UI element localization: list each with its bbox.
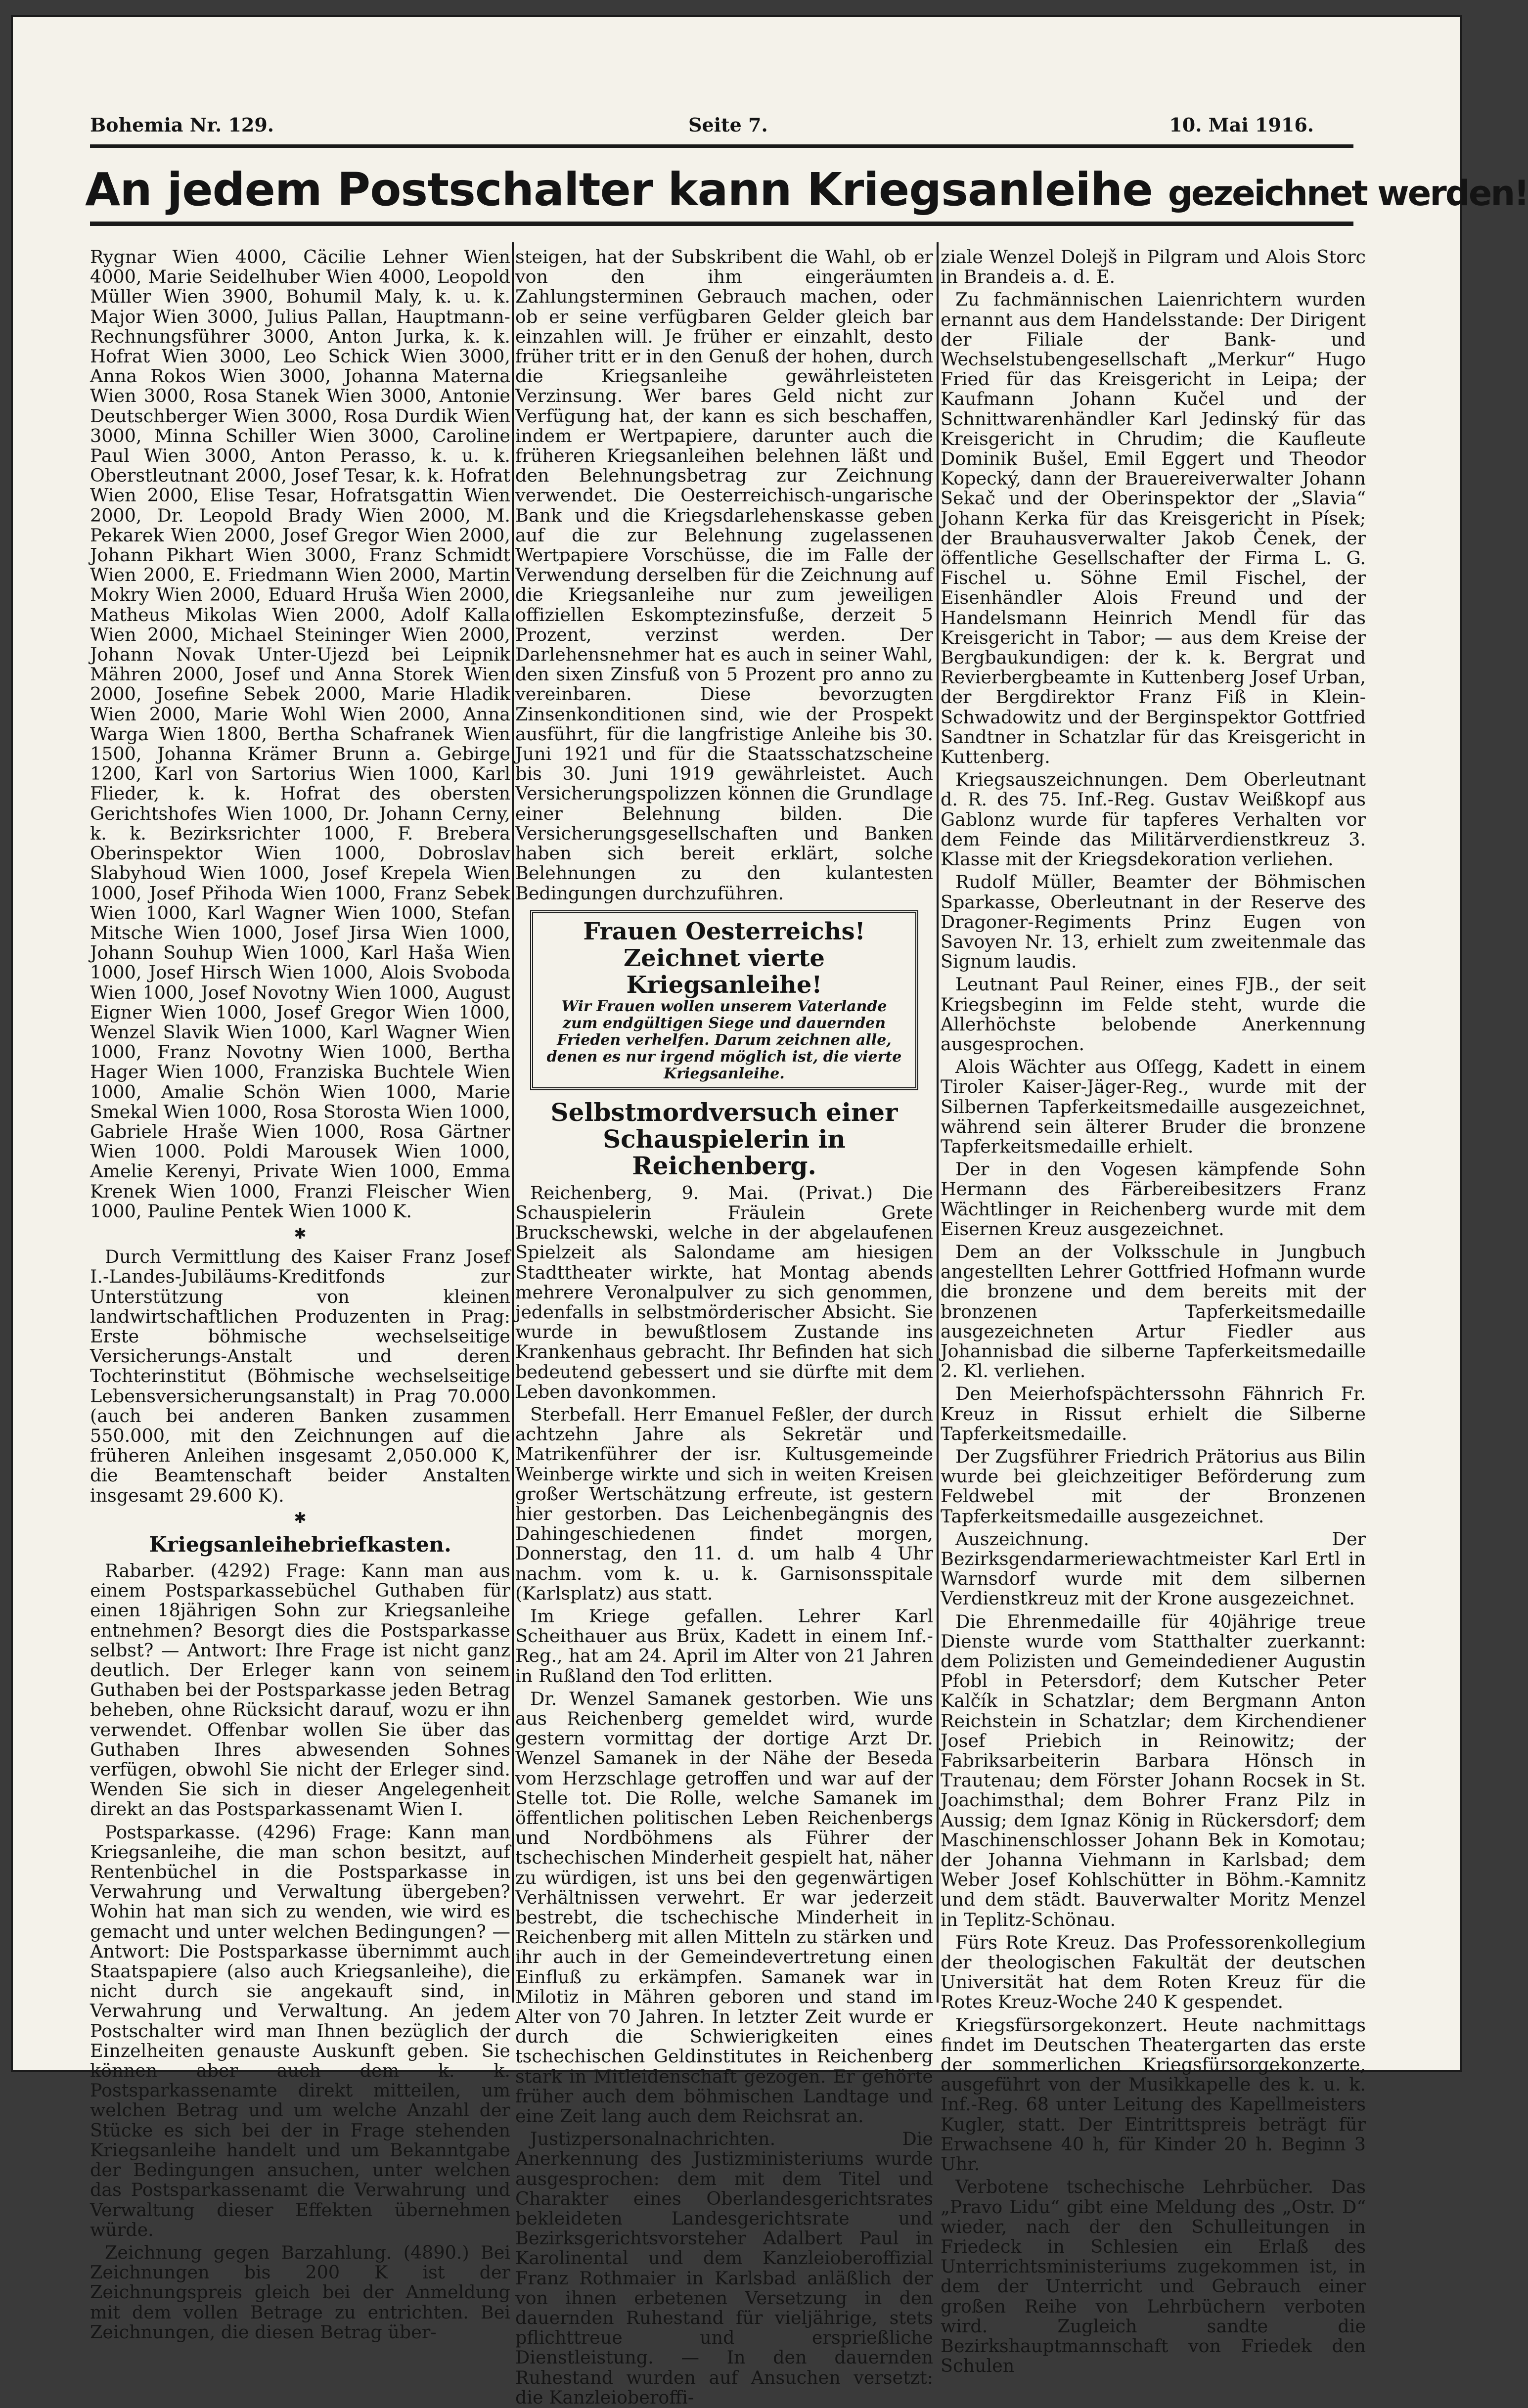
appeal-title: Frauen Oesterreichs! xyxy=(583,917,865,945)
article-paragraph: Rudolf Müller, Beamter der Böhmischen Sparkasse, Oberleutnant in der Reserve des Dragoner-Regiments Prinz Eugen von Savoyen Nr. 13, erhielt zum zweitenmale das Signum laudis. xyxy=(941,871,1366,973)
article-paragraph: Den Meierhofspächterssohn Fähnrich Fr. Kreuz in Rissut erhielt die Silberne Tapferkeitsmedaille. xyxy=(941,1383,1366,1444)
article-paragraph: Justizpersonalnachrichten. Die Anerkennung des Justizministeriums wurde ausgesprochen: dem mit dem Titel und Charakter eines Oberlandesgerichtsrates bekleideten Landesgerichtsrate und Bezirksgerichtsvorsteher Adalbert Paul in Karolinental und dem Kanzleioberoffizial Franz Rothmaier in Karlsbad anläßlich der von ihnen erbetenen Versetzung in den dauernden Ruhestand für vieljährige, stets pflichttreue und ersprießliche Dienstleistung. — In den dauernden Ruhestand wurden auf Ansuchen versetzt: die Kanzleioberoffi- xyxy=(515,2128,933,2408)
article-paragraph: Alois Wächter aus Oſſegg, Kadett in einem Tiroler Kaiser-Jäger-Reg., wurde mit der Silbernen Tapferkeitsmedaille ausgezeichnet, während sein älterer Bruder die bronzene Tapferkeitsmedaille erhielt. xyxy=(941,1056,1366,1157)
column-divider xyxy=(512,242,514,2003)
article-paragraph: Leutnant Paul Reiner, eines FJB., der seit Kriegsbeginn im Felde steht, wurde die Allerhöchste belobende Anerkennung ausgesprochen. xyxy=(941,974,1366,1055)
article-paragraph: steigen, hat der Subskribent die Wahl, ob er von den ihm eingeräumten Zahlungsterminen Gebrauch machen, oder ob er seine verfügbaren Gelder gleich bar einzahlen will. Je früher er einzahlt, desto früher tritt er in den Genuß der hohen, durch die Kriegsanleihe gewährleisteten Verzinsung. Wer bares Geld nicht zur Verfügung hat, der kann es sich beschaffen, indem er Wertpapiere, darunter auch die früheren Kriegsanleihen belehnen läßt und den Belehnungsbetrag zur Zeichnung verwendet. Die Oesterreichisch-ungarische Bank und die Kriegsdarlehenskasse geben auf die zur Belehnung zugelassenen Wertpapiere Vorschüsse, die im Falle der Verwendung derselben für die Zeichnung auf die Kriegsanleihe nur zum jeweiligen offiziellen Eskomptezinsfuße, derzeit 5 Prozent, verzinst werden. Der Darlehensnehmer hat es auch in seiner Wahl, den sixen Zinsfuß von 5 Prozent pro anno zu vereinbaren. Diese bevorzugten Zinsenkonditionen sind, wie der Prospekt ausführt, für die langfristige Anleihe bis 30. Juni 1921 und für die Staatsschatzscheine bis 30. Juni 1919 gewährleistet. Auch Versicherungspolizzen können die Grundlage einer Belehnung bilden. Die Versicherungsgesellschaften und Banken haben sich bereit erklärt, solche Belehnungen zu den kulantesten Bedingungen durchzuführen. xyxy=(515,246,933,904)
article-paragraph: Der Zugsführer Friedrich Prätorius aus Bilin wurde bei gleichzeitiger Beförderung zum Feldwebel mit der Bronzenen Tapferkeitsmedaille ausgezeichnet. xyxy=(941,1445,1366,1527)
article-paragraph: Zu fachmännischen Laienrichtern wurden ernannt aus dem Handelsstande: Der Dirigent der Filiale der Bank- und Wechselstubengesellschaft „Merkur“ Hugo Fried für das Kreisgericht in Leipa; der Kaufmann Johann Kučel und der Schnittwarenhändler Karl Jedinský für das Kreisgericht in Chrudim; die Kaufleute Dominik Bušel, Emil Eggert und Theodor Kopecký, dann der Brauereiverwalter Johann Sekač und der Oberinspektor der „Slavia“ Johann Kerka für das Kreisgericht in Písek; der Brauhausverwalter Jakob Čenek, der öffentliche Gesellschafter der Firma L. G. Fischel u. Söhne Emil Fischel, der Eisenhändler Alois Freund und der Handelsmann Heinrich Mendl für das Kreisgericht in Tabor; — aus dem Kreise der Bergbaukundigen: der k. k. Bergrat und Revierbergbeamte in Kuttenberg Josef Urban, der Bergdirektor Franz Fiß in Klein-Schwadowitz und der Berginspektor Gottfried Sandtner in Schatzlar für das Kreisgericht in Kuttenberg. xyxy=(941,289,1366,768)
article-paragraph: Zeichnung gegen Barzahlung. (4890.) Bei Zeichnungen bis 200 K ist der Zeichnungspreis gleich bei der Anmeldung mit dem vollen Betrage zu entrichten. Bei Zeichnungen, die diesen Betrag über- xyxy=(90,2241,510,2343)
subscriber-list: Rygnar Wien 4000, Cäcilie Lehner Wien 4000, Marie Seidelhuber Wien 4000, Leopold Müller Wien 3900, Bohumil Maly, k. u. k. Major Wien 3000, Julius Pallan, Hauptmann-Rechnungsführer 3000, Anton Jurka, k. k. Hofrat Wien 3000, Leo Schick Wien 3000, Anna Rokos Wien 3000, Johanna Materna Wien 3000, Rosa Stanek Wien 3000, Antonie Deutschberger Wien 3000, Rosa Durdik Wien 3000, Minna Schiller Wien 3000, Caroline Paul Wien 3000, Anton Perasso, k. u. k. Oberstleutnant 2000, Josef Tesar, k. k. Hofrat Wien 2000, Elise Tesar, Hofratsgattin Wien 2000, Dr. Leopold Brady Wien 2000, M. Pekarek Wien 2000, Josef Gregor Wien 2000, Johann Pikhart Wien 3000, Franz Schmidt Wien 2000, E. Friedmann Wien 2000, Martin Mokry Wien 2000, Eduard Hruša Wien 2000, Matheus Mikolas Wien 2000, Adolf Kalla Wien 2000, Michael Steininger Wien 2000, Johann Novak Unter-Ujezd bei Leipnik Mähren 2000, Josef und Anna Storek Wien 2000, Josefine Sebek 2000, Marie Hladik Wien 2000, Marie Wohl Wien 2000, Anna Warga Wien 1800, Bertha Schafranek Wien 1500, Johanna Krämer Brunn a. Gebirge 1200, Karl von Sartorius Wien 1000, Karl Flieder, k. k. Hofrat des obersten Gerichtshofes Wien 1000, Dr. Johann Cerny, k. k. Bezirksrichter 1000, F. Brebera Oberinspektor Wien 1000, Dobroslav Slabyhoud Wien 1000, Josef Krepela Wien 1000, Josef Přihoda Wien 1000, Franz Sebek Wien 1000, Karl Wagner Wien 1000, Stefan Mitsche Wien 1000, Josef Jirsa Wien 1000, Johann Souhup Wien 1000, Karl Haša Wien 1000, Josef Hirsch Wien 1000, Alois Svoboda Wien 1000, Josef Novotny Wien 1000, August Eigner Wien 1000, Josef Gregor Wien 1000, Wenzel Slavik Wien 1000, Karl Wagner Wien 1000, Franz Novotny Wien 1000, Bertha Hager Wien 1000, Franziska Buchtele Wien 1000, Amalie Schön Wien 1000, Marie Smekal Wien 1000, Rosa Storosta Wien 1000, Gabriele Hraše Wien 1000, Rosa Gärtner Wien 1000. Poldi Marousek Wien 1000, Amelie Kerenyi, Private Wien 1000, Emma Krenek Wien 1000, Franzi Fleischer Wien 1000, Pauline Pentek Wien 1000 K. xyxy=(90,246,510,1222)
column-divider xyxy=(937,242,939,2003)
article-paragraph: Verbotene tschechische Lehrbücher. Das „Pravo Lidu“ gibt eine Meldung des „Ostr. D“ wieder, nach der den Schulleitungen in Friedeck in Schlesien ein Erlaß des Unterrichtsministeriums zugekommen ist, in dem der Unterricht und Gebrauch einer großen Reihe von Lehrbüchern verboten wird. Zugleich sandte die Bezirkshauptmannschaft von Friedek den Schulen xyxy=(941,2176,1366,2377)
column-1 xyxy=(90,246,510,2343)
article-paragraph: Dr. Wenzel Samanek gestorben. Wie uns aus Reichenberg gemeldet wird, wurde gestern vormittag der dortige Arzt Dr. Wenzel Samanek in der Nähe der Beseda vom Herzschlage getroffen und war auf der Stelle tot. Die Rolle, welche Samanek im öffentlichen politischen Leben Reichenbergs und Nordböhmens als Führer der tschechischen Minderheit gespielt hat, näher zu würdigen, ist uns bei den gegenwärtigen Verhältnissen verwehrt. Er war jederzeit bestrebt, die tschechische Minderheit in Reichenberg mit allen Mitteln zu stärken und ihr auch in der Gemeindevertretung einen Einfluß zu erkämpfen. Samanek war in Milotiz in Mähren geboren und stand im Alter von 70 Jahren. In letzter Zeit wurde er durch die Schwierigkeiten eines tschechischen Geldinstitutes in Reichenberg stark in Mitleidenschaft gezogen. Er gehörte früher auch dem böhmischen Landtage und eine Zeit lang auch dem Reichsrat an. xyxy=(515,1688,933,2127)
article-paragraph: Auszeichnung. Der Bezirksgendarmeriewachtmeister Karl Ertl in Warnsdorf wurde mit dem silbernen Verdienstkreuz mit der Krone ausgezeichnet. xyxy=(941,1528,1366,1609)
article-paragraph: Rabarber. (4292) Frage: Kann man aus einem Postsparkassebüchel Guthaben für einen 18jährigen Sohn zur Kriegsanleihe entnehmen? Besorgt dies die Postsparkasse selbst? — Antwort: Ihre Frage ist nicht ganz deutlich. Der Erleger kann von seinem Guthaben bei der Postsparkasse jeden Betrag beheben, ohne Rücksicht darauf, wozu er ihn verwendet. Offenbar wollen Sie über das Guthaben Ihres abwesenden Sohnes verfügen, obwohl Sie nicht der Erleger sind. Wenden Sie sich in dieser Angelegenheit direkt an das Postsparkassenamt Wien I. xyxy=(90,1560,510,1820)
headline-rule xyxy=(90,222,1353,226)
header-page-number: Seite 7. xyxy=(688,114,768,136)
article-paragraph: Kriegsfürsorgekonzert. Heute nachmittags findet im Deutschen Theatergarten das erste der sommerlichen Kriegsfürsorgekonzerte, ausgeführt von der Musikkapelle des k. u. k. Inf.-Reg. 68 unter Leitung des Kapellmeisters Kugler, statt. Der Eintrittspreis beträgt für Erwachsene 40 h, für Kinder 20 h. Beginn 3 Uhr. xyxy=(941,2014,1366,2175)
section-heading: Kriegsanleihebriefkasten. xyxy=(149,1532,451,1557)
article-paragraph: Die Ehrenmedaille für 40jährige treue Dienste wurde vom Statthalter zuerkannt: dem Polizisten und Gemeindediener Augustin Pfobl in Petersdorf; dem Kutscher Peter Kalčík in Schatzlar; dem Bergmann Anton Reichstein in Schatzlar; dem Kirchendiener Josef Priebich in Reinowitz; der Fabriksarbeiterin Barbara Hönsch in Trautenau; dem Förster Johann Rocsek in St. Joachimsthal; dem Bohrer Franz Pilz in Aussig; dem Ignaz König in Rückersdorf; dem Maschinenschlosser Johann Bek in Komotau; der Johanna Viehmann in Karlsbad; dem Weber Josef Kohlschütter in Böhm.-Kamnitz und dem städt. Bauverwalter Moritz Menzel in Teplitz-Schönau. xyxy=(941,1610,1366,1930)
article-paragraph: Dem an der Volksschule in Jungbuch angestellten Lehrer Gottfried Hofmann wurde die bronzene und dem bereits mit der bronzenen Tapferkeitsmedaille ausgezeichneten Artur Fiedler aus Johannisbad die silberne Tapferkeitsmedaille 2. Kl. verliehen. xyxy=(941,1241,1366,1382)
header-rule xyxy=(90,144,1353,148)
column-2 xyxy=(515,246,933,2408)
article-paragraph: Postsparkasse. (4296) Frage: Kann man Kriegsanleihe, die man schon besitzt, auf Rentenbüchel in die Postsparkasse in Verwahrung und Verwaltung übergeben? Wohin hat man sich zu wenden, wie wird es gemacht und unter welchen Bedingungen? — Antwort: Die Postsparkasse übernimmt auch Staatspapiere (also auch Kriegsanleihe), die nicht durch sie angekauft sind, in Verwahrung und Verwaltung. An jedem Postschalter wird man Ihnen bezüglich der Einzelheiten genauste Auskunft geben. Sie können aber auch dem k. k. Postsparkassenamte direkt mitteilen, um welchen Betrag und um welche Anzahl der Stücke es sich bei der in Frage stehenden Kriegsanleihe handelt und um Bekanntgabe der Bedingungen ansuchen, unter welchen das Postsparkassenamt die Verwahrung und Verwaltung dieser Effekten übernehmen würde. xyxy=(90,1821,510,2240)
article-paragraph: ziale Wenzel Dolejš in Pilgram und Alois Storc in Brandeis a. d. E. xyxy=(941,246,1366,288)
appeal-subtitle: Zeichnet vierte Kriegsanleihe! xyxy=(624,944,825,999)
newspaper-page xyxy=(11,15,1528,2408)
column-3 xyxy=(941,246,1366,2377)
page-header xyxy=(90,114,1314,143)
headline xyxy=(85,163,1528,218)
section-heading: Selbstmordversuch einer Schauspielerin in Reichenberg. xyxy=(550,1097,898,1180)
asterisk-divider: ✱ xyxy=(294,1225,307,1243)
article-paragraph: Fürs Rote Kreuz. Das Professorenkollegium der theologischen Fakultät der deutschen Universität hat dem Roten Kreuz für die Rotes Kreuz-Woche 240 K gespendet. xyxy=(941,1931,1366,2013)
headline-tail: gezeichnet werden! xyxy=(1168,173,1528,214)
article-paragraph: Der in den Vogesen kämpfende Sohn Hermann des Färbereibesitzers Franz Wächtlinger in Reichenberg wurde mit dem Eisernen Kreuz ausgezeichnet. xyxy=(941,1159,1366,1240)
headline-main: An jedem Postschalter kann Kriegsanleihe xyxy=(85,163,1153,216)
appeal-box xyxy=(530,910,918,1090)
asterisk-divider: ✱ xyxy=(294,1509,307,1527)
article-paragraph: Kriegsauszeichnungen. Dem Oberleutnant d. R. des 75. Inf.-Reg. Gustav Weißkopf aus Gablonz wurde für tapferes Verhalten vor dem Feinde das Militärverdienstkreuz 3. Klasse mit der Kriegsdekoration verliehen. xyxy=(941,769,1366,870)
article-paragraph: Im Kriege gefallen. Lehrer Karl Scheithauer aus Brüx, Kadett in einem Inf.-Reg., hat am 24. April im Alter von 21 Jahren in Rußland den Tod erlitten. xyxy=(515,1605,933,1687)
article-paragraph: Reichenberg, 9. Mai. (Privat.) Die Schauspielerin Fräulein Grete Bruckschewski, welche in der abgelaufenen Spielzeit als Salondame am hiesigen Stadttheater wirkte, hat Montag abends mehrere Veronalpulver zu sich genommen, jedenfalls in selbstmörderischer Absicht. Sie wurde in bewußtlosem Zustande ins Krankenhaus gebracht. Ihr Befinden hat sich bedeutend gebessert und sie dürfte mit dem Leben davonkommen. xyxy=(515,1182,933,1402)
header-date: 10. Mai 1916. xyxy=(1169,114,1314,136)
header-issue: Bohemia Nr. 129. xyxy=(90,114,274,136)
appeal-text: Wir Frauen wollen unserem Vaterlande zum endgültigen Siege und dauernden Frieden verhelfen. Darum zeichnen alle, denen es nur irgend möglich ist, die vierte Kriegsanleihe. xyxy=(546,997,902,1082)
article-paragraph: Durch Vermittlung des Kaiser Franz Josef I.-Landes-Jubiläums-Kreditfonds zur Unterstützung von kleinen landwirtschaftlichen Produzenten in Prag: Erste böhmische wechselseitige Versicherungs-Anstalt und deren Tochterinstitut (Böhmische wechselseitige Lebensversicherungsanstalt) in Prag 70.000 (auch bei anderen Banken zusammen 550.000, mit den Zeichnungen auf die früheren Anleihen insgesamt 2,050.000 K, die Beamtenschaft beider Anstalten insgesamt 29.600 K). xyxy=(90,1246,510,1506)
article-paragraph: Sterbefall. Herr Emanuel Feßler, der durch achtzehn Jahre als Sekretär und Matrikenführer der isr. Kultusgemeinde Weinberge wirkte und sich in weiten Kreisen großer Wertschätzung erfreute, ist gestern hier gestorben. Das Leichenbegängnis des Dahingeschiedenen findet morgen, Donnerstag, den 11. d. um halb 4 Uhr nachm. vom k. u. k. Garnisonsspitale (Karlsplatz) aus statt. xyxy=(515,1403,933,1604)
